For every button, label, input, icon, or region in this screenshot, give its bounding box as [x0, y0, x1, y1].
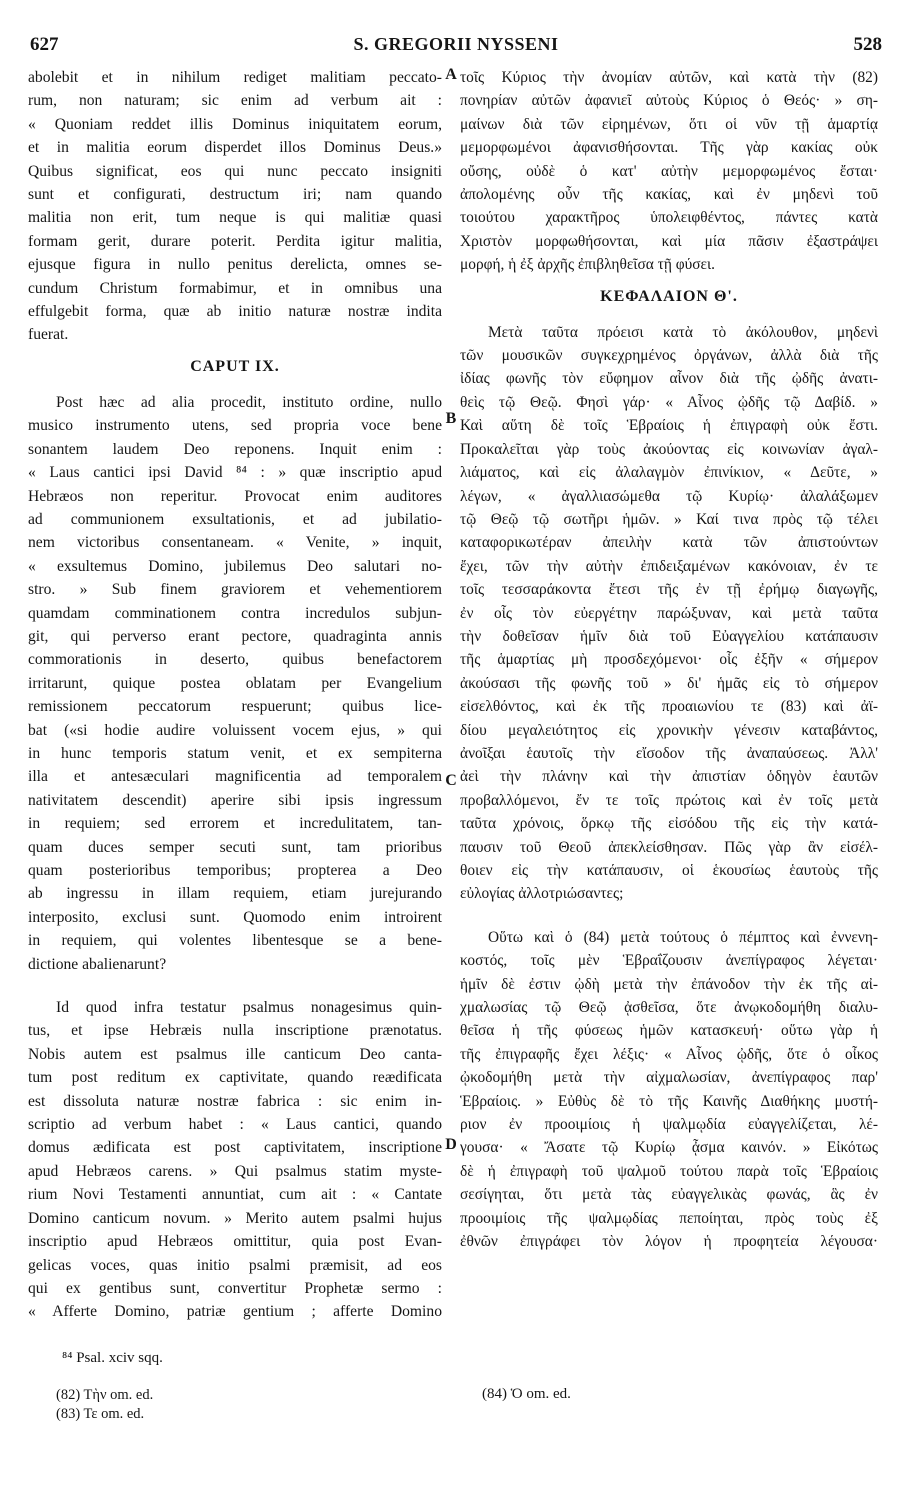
text-line: sonantem laudem Deo reponens. Inquit enim : [28, 440, 442, 458]
text-line: ἀκούσασι τῆς φωνῆς τοῦ » δι' ἡμᾶς εἰς τὸ σήμερον [460, 674, 878, 692]
text-line: τῶν μουσικῶν συγκεχρημένος ὀργάνων, ἀλλὰ διὰ τῆς [460, 347, 878, 365]
text-line: dictione abalienarunt? [28, 955, 167, 973]
editorial-notes-left [56, 1386, 153, 1424]
latin-chapter-heading: CAPUT IX. [190, 357, 280, 375]
text-line: git, qui perverso erant pectore, quadraginta annis [28, 627, 442, 645]
text-line: μορφή, ἡ ἐξ ἀρχῆς ἐπιβληθεῖσα τῇ φύσει. [460, 256, 715, 274]
margin-marker-c: C [445, 772, 457, 789]
text-line: Προκαλεῖται γὰρ τοὺς ἀκούοντας εἰς κοινωνίαν ἀγαλ- [460, 440, 878, 458]
text-line: τῆς ἁμαρτίας μὴ προσδεχόμενοι· οἷς ἐξῆν « σήμερον [460, 651, 878, 669]
text-line: in requiem, qui volentes libentesque se a bene- [28, 932, 442, 950]
text-line: ad communionem exsultationis, et ad jubilatio- [28, 510, 442, 528]
text-line: εὐλογίας ἀλλοτριώσαντες; [460, 885, 624, 903]
text-line: καταφορικωτέραν ἀπειλὴν κατὰ τῶν ἀπιστούντων [460, 534, 878, 552]
text-line: ἀπολομένης οὖν τῆς κακίας, καὶ ἐν μηδενὶ τοῦ [460, 186, 878, 204]
text-line: Quibus significat, eos qui nunc peccato insigniti [28, 162, 442, 180]
latin-column [28, 66, 442, 1324]
latin-footnote: ⁸⁴ Psal. xciv sqq. [62, 1350, 163, 1366]
greek-paragraph-2 [460, 321, 878, 906]
page-number-left: 627 [30, 34, 59, 55]
text-line: ἔχει, τῶν τὴν αὐτὴν ἐπιδειξαμένων κακόνοιαν, ἐν τε [460, 557, 878, 575]
text-line: χμαλωσίας τῷ Θεῷ ᾀσθεῖσα, ὅτε ἀνῳκοδομήθη διαλυ- [460, 999, 878, 1017]
text-line: παυσιν τοῦ Θεοῦ ἀπεκλείσθησαν. Πῶς γὰρ ἂν εἰσέλ- [460, 838, 878, 856]
text-line: est dissoluta naturæ nostræ fabrica : sic enim in- [28, 1092, 442, 1110]
text-line: « exsultemus Domino, jubilemus Deo salutari no- [28, 557, 442, 575]
text-line: σεσίγηται, ὅτι μετὰ τὰς εὐαγγελικὰς φωνάς, ἃς ἐν [460, 1186, 878, 1204]
text-line: τῷ Θεῷ τῷ σωτῆρι ἡμῶν. » Καί τινα πρὸς τῷ τέλει [460, 510, 878, 528]
margin-marker-a: A [445, 66, 457, 83]
text-line: « Quoniam reddet illis Dominus iniquitatem eorum, [28, 115, 442, 133]
text-line: τοῖς Κύριος τὴν ἀνομίαν αὐτῶν, καὶ κατὰ τὴν (82) [460, 69, 878, 86]
text-line: « Afferte Domino, patriæ gentium ; afferte Domino [28, 1303, 442, 1321]
text-line: effulgebit forma, quæ ab initio naturæ nostræ indita [28, 303, 442, 321]
text-line: illa et antesæculari magnificentia ad temporalem [28, 768, 442, 786]
text-line: εἰσελθόντος, καὶ ἐκ τῆς προαιωνίου τε (83) καὶ ἀϊ- [460, 698, 878, 716]
text-line: malitia non erit, tum neque is qui malitiæ quasi [28, 209, 442, 227]
text-line: fuerat. [28, 326, 69, 344]
text-line: remissionem peccatorum respuerunt; quibus lice- [28, 698, 442, 716]
text-line: ejusque figura in nullo penitus derelicta, omnes se- [28, 256, 442, 274]
text-line: τοῖς τεσσαράκοντα ἔτεσι τῆς ἐν τῇ ἐρήμῳ διαγωγῆς, [460, 581, 878, 599]
text-line: Domino canticum novum. » Merito autem psalmi hujus [28, 1209, 442, 1227]
text-line: οὔσης, οὐδὲ ὁ κατ' αὐτὴν μεμορφωμένος ἔσται· [460, 162, 878, 180]
text-line: formam gerit, durare poterit. Perdita igitur malitia, [28, 232, 442, 250]
margin-marker-b: B [445, 410, 457, 427]
text-line: προβαλλόμενοι, ἔν τε τοῖς πρώτοις καὶ ἐν τοῖς μετὰ [460, 791, 878, 809]
text-line: ριον ἐν προοιμίοις ἡ ψαλμῳδία εὐαγγελίζεται, λέ- [460, 1116, 878, 1134]
editorial-note-84: (84) Ὁ om. ed. [482, 1386, 571, 1402]
text-line: ταῦτα χρόνοις, ὅρκῳ τῆς εἰσόδου τῆς εἰς τὴν κατά- [460, 815, 878, 833]
text-line: Καὶ αὕτη δὲ τοῖς Ἑβραίοις ἡ ἐπιγραφὴ οὐκ ἔστι. [460, 417, 878, 435]
text-line: δὲ ἡ ἐπιγραφὴ τοῦ ψαλμοῦ τούτου παρὰ τοῖς Ἑβραίοις [460, 1162, 878, 1180]
text-line: gelicas voces, quas initio psalmi præmisit, ad eos [28, 1256, 442, 1274]
text-line: rium Novi Testamenti annuntiat, cum ait : « Cantate [28, 1186, 442, 1204]
running-title: S. GREGORII NYSSENI [353, 34, 559, 54]
text-line: tus, et ipse Hebræis nulla inscriptione prænotatus. [28, 1022, 442, 1040]
text-line: ἀνοῖξαι ἑαυτοῖς τὴν εἴσοδον τῆς ἀναπαύσεως. Ἀλλ' [460, 744, 878, 762]
text-line: γουσα· « Ἄσατε τῷ Κυρίῳ ᾆσμα καινόν. » Εἰκότως [460, 1139, 878, 1157]
text-line: tum post reditum ex captivitate, quando reædificata [28, 1069, 442, 1087]
text-line: θοιεν εἰς τὴν κατάπαυσιν, οἱ ἑκουσίως ἑαυτοὺς τῆς [460, 862, 878, 879]
text-line: πονηρίαν αὐτῶν ἀφανιεῖ αὐτοὺς Κύριος ὁ Θεός· » ση- [460, 92, 878, 110]
text-line: Hebræos non reperitur. Provocat enim auditores [28, 487, 442, 505]
text-line: θεῖσα ἡ τῆς φύσεως ἡμῶν κατασκευή· οὕτω γὰρ ἡ [460, 1022, 878, 1040]
editorial-note-82: (82) Τὴν om. ed. [56, 1387, 154, 1403]
text-line: interposito, exclusi sunt. Quomodo enim introirent [28, 908, 442, 926]
text-line: qui ex gentibus sunt, convertitur Prophetæ sermo : [28, 1279, 442, 1297]
latin-paragraph-2 [28, 391, 442, 976]
text-line: quamdam comminationem contra incredulos subjun- [28, 604, 442, 622]
text-line: musico instrumento utens, sed propria voce bene [28, 417, 442, 435]
text-line: λέγων, « ἀγαλλιασώμεθα τῷ Κυρίῳ· ἀλαλάξωμεν [460, 487, 878, 505]
text-line: abolebit et in nihilum rediget malitiam peccato- [28, 69, 442, 86]
text-line: scriptio ad verbum habet : « Laus cantici, quando [28, 1116, 442, 1134]
text-line: commorationis in deserto, quibus benefactorem [28, 651, 442, 669]
text-line: ᾠκοδομήθη μετὰ τὴν αἰχμαλωσίαν, ἀνεπίγραφος παρ' [460, 1069, 878, 1087]
text-line: μεμορφωμένοι ἀφανισθήσονται. Τῆς γὰρ κακίας οὐκ [460, 139, 878, 157]
text-line: quam posterioribus temporibus; propterea a Deo [28, 862, 442, 879]
text-line: « Laus cantici ipsi David ⁸⁴ : » quæ inscriptio apud [28, 464, 442, 482]
text-line: Id quod infra testatur psalmus nonagesimus quin- [56, 999, 442, 1017]
greek-paragraph-3 [460, 926, 878, 1254]
latin-paragraph-1 [28, 66, 442, 347]
text-line: Nobis autem est psalmus ille canticum Deo canta- [28, 1045, 442, 1063]
text-line: bat («si hodie audire voluissent vocem ejus, » qui [28, 721, 442, 739]
text-line: ἐθνῶν ἐπιγράφει τὸν λόγον ἡ προφητεία λέγουσα· [460, 1233, 878, 1251]
text-line: θεὶς τῷ Θεῷ. Φησὶ γάρ· « Αἶνος ᾠδῆς τῷ Δαβίδ. » [460, 393, 878, 411]
text-line: in requiem; sed errorem et incredulitatem, tan- [28, 815, 442, 833]
text-line: irritarunt, quique postea oblatam per Evangelium [28, 674, 442, 692]
greek-paragraph-1 [460, 66, 878, 277]
text-line: κοστός, τοῖς μὲν Ἑβραΐζουσιν ἀνεπίγραφος λέγεται· [460, 952, 878, 970]
text-line: quam duces semper secuti sunt, tam prioribus [28, 838, 442, 856]
text-line: τὴν δοθεῖσαν ἡμῖν διὰ τοῦ Εὐαγγελίου κατάπαυσιν [460, 627, 878, 645]
text-line: προοιμίοις τῆς ψαλμῳδίας πεποίηται, πρὸς τοὺς ἐξ [460, 1209, 878, 1227]
margin-marker-d: D [445, 1136, 457, 1153]
text-line: Χριστὸν μορφωθήσονται, καὶ μία πᾶσιν ἐξαστράψει [460, 232, 878, 250]
text-line: ἰδίας φωνῆς τὸν εὔφημον αἶνον διὰ τῆς ᾠδῆς ἀνατι- [460, 370, 878, 388]
text-line: inscriptio apud Hebræos omittitur, quia post Evan- [28, 1233, 442, 1251]
text-line: domus ædificata est post captivitatem, inscriptione [28, 1139, 442, 1157]
running-header [30, 34, 882, 64]
text-line: rum, non naturam; sic enim ad verbum ait : [28, 92, 442, 110]
text-line: λιάματος, καὶ εἰς ἀλαλαγμὸν ἐπινίκιον, « Δεῦτε, » [460, 464, 878, 482]
greek-chapter-heading: ΚΕΦΑΛΑΙΟΝ Θ'. [600, 287, 738, 305]
text-line: τῆς ἐπιγραφῆς ἔχει λέξις· « Αἶνος ᾠδῆς, ὅτε ὁ οἶκος [460, 1045, 878, 1063]
text-line: stro. » Sub finem graviorem et vehementiorem [28, 581, 442, 599]
text-line: nativitatem descendit) aperire sibi ipsis ingressum [28, 791, 442, 809]
text-line: ἀεὶ τὴν πλάνην καὶ τὴν ἀπιστίαν ὁδηγὸν ἑαυτῶν [460, 768, 878, 786]
text-line: ἡμῖν δὲ ἐστιν ᾠδὴ μετὰ τὴν ἐπάνοδον τὴν ἐκ τῆς αἰ- [460, 975, 878, 993]
text-line: in hunc temporis statum venit, et ex sempiterna [28, 744, 442, 762]
text-line: Οὕτω καὶ ὁ (84) μετὰ τούτους ὁ πέμπτος καὶ ἐννενη- [488, 928, 878, 946]
text-line: τοιούτου χαρακτῆρος ὑπολειφθέντος, πάντες κατὰ [460, 209, 878, 227]
text-line: μαίνων διὰ τῶν εἰρημένων, ὅτι οἱ νῦν τῇ ἁμαρτίᾳ [460, 115, 878, 133]
text-line: ab ingressu in illam requiem, etiam jurejurando [28, 885, 442, 903]
page-number-right: 528 [853, 34, 882, 55]
text-line: Post hæc ad alia procedit, instituto ordine, nullo [56, 393, 442, 411]
text-line: Μετὰ ταῦτα πρόεισι κατὰ τὸ ἀκόλουθον, μηδενὶ [488, 323, 878, 341]
text-line: ἐν οἷς τὸν εὐεργέτην παρώξυναν, καὶ μετὰ ταῦτα [460, 604, 878, 622]
editorial-note-83: (83) Τε om. ed. [56, 1406, 145, 1422]
text-line: δίου μεγαλειότητος εἰς χρονικὴν γένεσιν καταβάντος, [460, 721, 878, 739]
text-line: sunt et configurati, destructum iri; nam quando [28, 186, 442, 204]
text-line: apud Hebræos carens. » Qui psalmus statim myste- [28, 1162, 442, 1180]
text-line: cundum Christum formabimur, et in omnibus una [28, 279, 442, 297]
text-line: et in malitia eorum disperdet illos Dominus Deus.» [28, 139, 442, 157]
text-line: nem victoribus consentaneam. « Venite, » inquit, [28, 534, 442, 552]
latin-paragraph-3 [28, 996, 442, 1324]
greek-column [460, 66, 878, 1254]
text-line: Ἑβραίοις. » Εὐθὺς δὲ τὸ τῆς Καινῆς Διαθήκης μυστή- [460, 1092, 878, 1110]
